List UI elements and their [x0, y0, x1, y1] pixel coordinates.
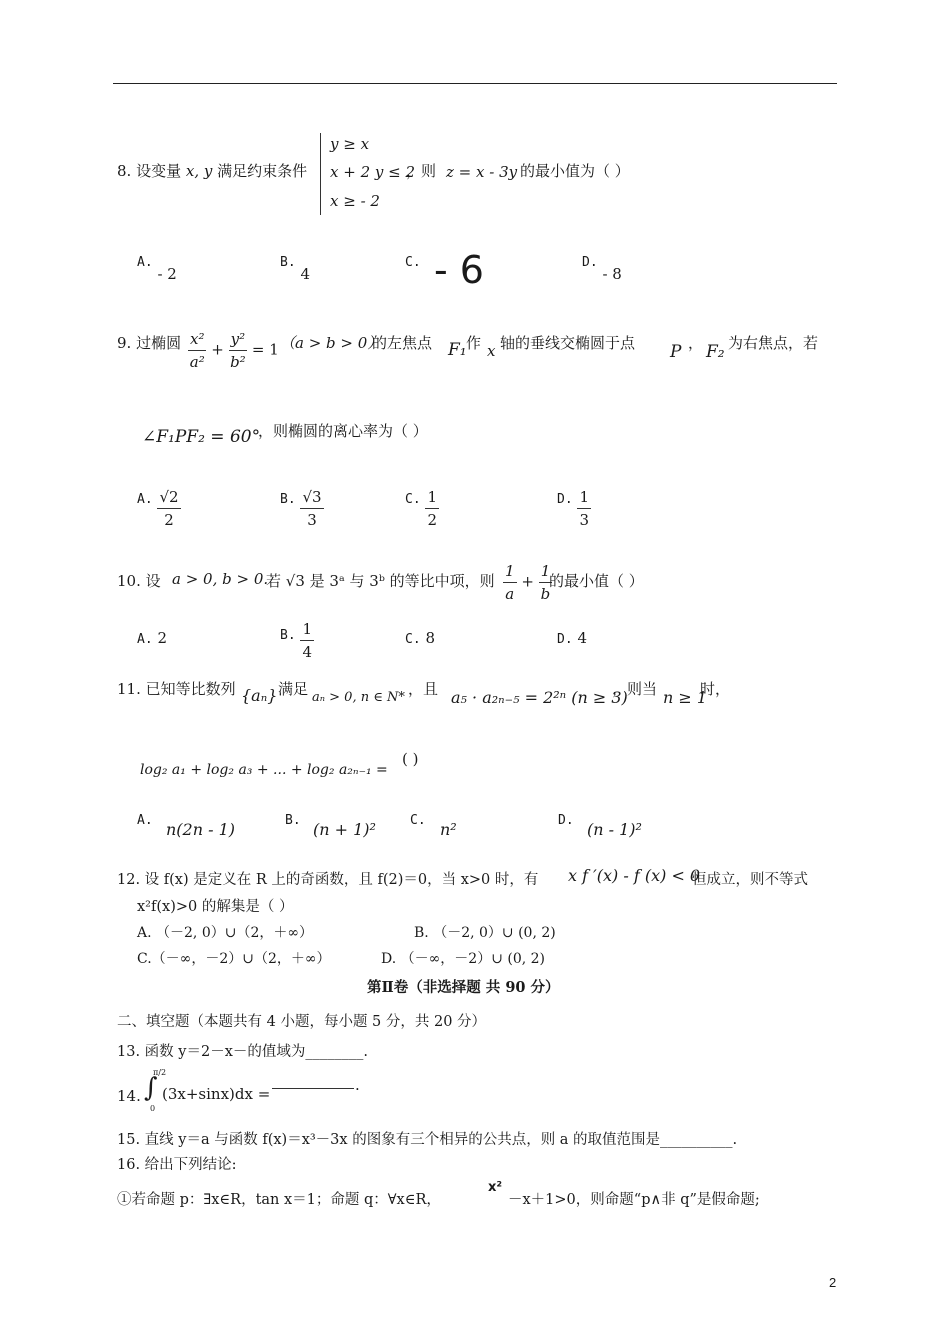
q8-option-c: [405, 252, 421, 270]
q8-vars: x, y: [185, 162, 213, 180]
q11-prefix: 11. 已知等比数列: [117, 680, 236, 698]
q10-option-c: C. 8: [405, 629, 435, 647]
q8-constraint-3: x ≥ - 2: [330, 192, 380, 210]
q14-upper-limit: π/2: [153, 1068, 167, 1077]
q9-ellipse-eq: $\frac{\text{x²}}{\text{a²}}$ + $\frac{\text{y²}}{\text{b²}}$ = 1: [189, 330, 279, 371]
q9-prefix: 9. 过椭圆: [117, 334, 182, 352]
option-value: - 2: [157, 265, 177, 283]
q15: 15. 直线 y＝a 与函数 f(x)＝x³－3x 的图象有三个相异的公共点，则 a 的取值范围是__________.: [117, 1132, 738, 1148]
q11-option-a-label: A.: [137, 813, 153, 828]
q12-option-d: D. （－∞，－2）∪ (0, 2): [381, 951, 546, 967]
q10-prefix: 10. 设: [117, 572, 161, 590]
fraction: $\frac{1}{a}$: [505, 562, 515, 603]
q13: 13. 函数 y＝2－x－的值域为________.: [117, 1044, 368, 1060]
fraction: $\frac{\text{y²}}{\text{b²}}$: [230, 330, 246, 371]
q11-cond: aₙ > 0, n ∈ N*: [312, 690, 405, 705]
q10-expression: $\frac{1}{a}$ + $\frac{1}{b}$: [505, 562, 551, 603]
q8-constraint-2: x + 2 y ≤ 2: [330, 163, 415, 181]
q16: 16. 给出下列结论:: [117, 1157, 237, 1173]
q14-dot: .: [355, 1076, 360, 1094]
fraction: $\frac{1}{4}$: [302, 620, 312, 661]
q12-option-a: A. （－2, 0）∪（2，＋∞）: [137, 925, 314, 941]
q8-prefix: 8. 设变量: [117, 162, 182, 180]
q11-text1: 满足: [278, 680, 309, 698]
section-title: 第Ⅱ卷（非选择题 共 90 分）: [367, 979, 560, 996]
q11-paren: ( ): [402, 750, 419, 768]
q12-expr: x f ′(x) - f (x) < 0: [568, 866, 701, 885]
q16-item-1-x-squared: x²: [488, 1180, 503, 1195]
option-label: D.: [582, 255, 598, 270]
option-label: B.: [280, 255, 296, 270]
fraction: $\frac{1}{2}$: [427, 488, 437, 529]
q9-x: x: [487, 342, 496, 360]
fraction: $\frac{√2}{2}$: [159, 488, 179, 529]
q10-option-b: B. $\frac{1}{4}$: [280, 620, 312, 661]
q8-mid: 满足约束条件: [217, 162, 308, 180]
q9-text2: 作: [466, 334, 482, 352]
fraction: $\frac{1}{3}$: [579, 488, 589, 529]
q9-text3: 轴的垂线交椭圆于点: [500, 334, 636, 352]
q9-comma: ，: [688, 334, 704, 352]
fraction: $\frac{\text{x²}}{\text{a²}}$: [189, 330, 205, 371]
q12-line1b: 恒成立，则不等式: [692, 872, 808, 888]
q11-option-a-value: n(2n - 1): [166, 820, 236, 839]
q10-option-d: D. 4: [557, 629, 587, 647]
q10-text: 若 √3 是 3ᵃ 与 3ᵇ 的等比中项，则: [266, 572, 495, 590]
q16-item-1-part-a: ①若命题 p：∃x∈R，tan x＝1；命题 q：∀x∈R，: [117, 1192, 441, 1208]
q9-cond: （a > b > 0）: [280, 334, 383, 352]
q11-option-b-value: (n + 1)²: [313, 820, 376, 839]
q12-option-c: C.（－∞，－2）∪（2，＋∞）: [137, 951, 331, 967]
q8-system-brace: [320, 133, 327, 215]
fraction: $\frac{1}{b}$: [540, 562, 551, 603]
q11-text2: ，且: [408, 680, 439, 698]
option-value: 4: [300, 265, 310, 283]
q14-lower-limit: 0: [150, 1104, 156, 1113]
fraction: $\frac{√3}{3}$: [302, 488, 322, 529]
q10-suffix: 的最小值（ ）: [549, 572, 644, 590]
header-rule: [113, 83, 837, 84]
q9-f1: F₁: [448, 340, 467, 360]
q14-blank: [272, 1088, 354, 1089]
q9-line2: ，则椭圆的离心率为（ ）: [258, 422, 428, 440]
q10-option-a: A. 2: [137, 629, 167, 647]
q8-option-a: [137, 252, 177, 283]
q8-objective: z = x - 3y: [446, 163, 518, 181]
option-label: C.: [405, 255, 421, 270]
q11-equation: a₅ · a₂ₙ₋₅ = 2²ⁿ (n ≥ 3): [451, 688, 628, 707]
page-number: 2: [829, 1275, 837, 1290]
q11-option-b-label: B.: [285, 813, 301, 828]
q8-option-b: [280, 252, 310, 283]
q14-prefix: 14.: [117, 1087, 141, 1105]
q11-option-c-label: C.: [410, 813, 426, 828]
q12-line2: x²f(x)>0 的解集是（ ）: [137, 899, 294, 915]
q11-seq: {aₙ}: [241, 686, 278, 705]
q11-option-d-label: D.: [558, 813, 574, 828]
q11-n: n ≥ 1: [663, 688, 708, 707]
q11-option-c-value: n²: [440, 820, 457, 839]
q9-angle: ∠F₁PF₂ = 60°: [142, 427, 261, 447]
integral-sign: ∫: [144, 1073, 158, 1103]
q8-suffix: 的最小值为（ ）: [520, 162, 630, 180]
q11-text3: ，则当: [612, 680, 658, 698]
q9-option-b: B. $\frac{√3}{3}$: [280, 488, 322, 529]
q8-option-c-value: - 6: [434, 248, 484, 292]
q12-line1a: 12. 设 f(x) 是定义在 R 上的奇函数，且 f(2)＝0，当 x>0 时，有: [117, 872, 539, 888]
q9-text4: 为右焦点，若: [728, 334, 819, 352]
option-label: A.: [137, 255, 153, 270]
q16-item-1-part-c: －x＋1>0，则命题“p∧非 q”是假命题;: [508, 1192, 760, 1208]
q10-cond: a > 0, b > 0.: [172, 570, 269, 588]
q9-f2: F₂: [706, 342, 725, 362]
option-value: - 8: [602, 265, 622, 283]
q9-option-d: D. $\frac{1}{3}$: [557, 488, 589, 529]
q12-option-b: B. （－2, 0）∪ (0, 2): [414, 925, 556, 941]
q11-option-d-value: (n - 1)²: [587, 820, 642, 839]
q9-p: P: [670, 342, 682, 362]
q9-option-c: C. $\frac{1}{2}$: [405, 488, 437, 529]
q8-constraint-1: y ≥ x: [330, 135, 370, 153]
fill-heading: 二、填空题（本题共有 4 小题，每小题 5 分，共 20 分）: [117, 1014, 487, 1030]
q8-stem: [117, 160, 307, 181]
q9-text1: 的左焦点: [372, 334, 433, 352]
q8-then: ，则: [406, 162, 437, 180]
q14-integrand: (3x+sinx)dx =: [162, 1085, 271, 1103]
q11-text4: 时，: [700, 680, 731, 698]
q9-option-a: A. $\frac{√2}{2}$: [137, 488, 179, 529]
q11-log-sum: log₂ a₁ + log₂ a₃ + ... + log₂ a₂ₙ₋₁ =: [140, 762, 388, 778]
q8-option-d: [582, 252, 622, 283]
